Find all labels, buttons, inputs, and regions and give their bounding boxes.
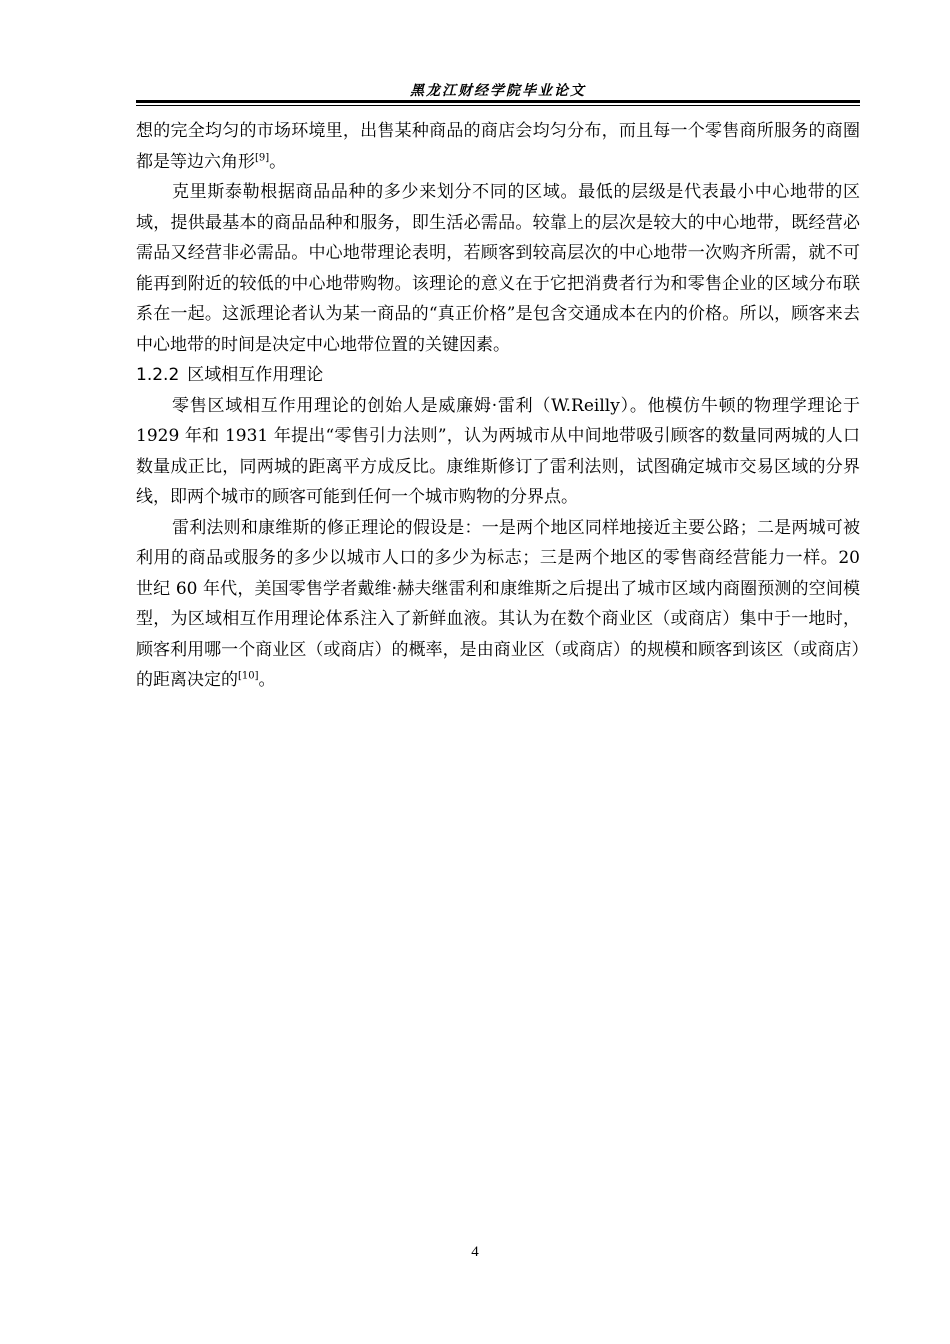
header-rule-thin: [136, 105, 860, 106]
section-heading: [136, 360, 860, 391]
paragraph-huff: [136, 513, 860, 696]
citation-ref: [9]: [255, 151, 270, 163]
body-text: [136, 116, 860, 696]
paragraph-end: 。: [258, 670, 276, 690]
paragraph-text: 想的完全均匀的市场环境里，出售某种商品的商店会均匀分布，而且每一个零售商所服务的商圈都是等边六角形: [136, 121, 860, 172]
page-number: 4: [471, 1244, 479, 1260]
citation-ref: [10]: [238, 670, 259, 682]
section-number: 1.2.2: [136, 365, 180, 385]
section-title: 区域相互作用理论: [187, 365, 324, 385]
header-rule-thick: [136, 100, 860, 103]
paragraph-christaller: 克里斯泰勒根据商品品种的多少来划分不同的区域。最低的层级是代表最小中心地带的区域，提供最基本的商品品种和服务，即生活必需品。较靠上的层次是较大的中心地带，既经营必需品又经营非必需品。中心地带理论表明，若顾客到较高层次的中心地带一次购齐所需，就不可能再到附近的较低的中心地带购物。该理论的意义在于它把消费者行为和零售企业的区域分布联系在一起。这派理论者认为某一商品的“真正价格”是包含交通成本在内的价格。所以，顾客来去中心地带的时间是决定中心地带位置的关键因素。: [136, 182, 860, 355]
running-header: 黑龙江财经学院毕业论文: [410, 83, 586, 99]
paragraph-reilly: 零售区域相互作用理论的创始人是威廉姆·雷利（W.Reilly）。他模仿牛顿的物理学理论于 1929 年和 1931 年提出“零售引力法则”，认为两城市从中间地带吸引顾客的数量同两城的人口数量成正比，同两城的距离平方成反比。康维斯修订了雷利法则，试图确定城市交易区域的分界线，即两个城市的顾客可能到任何一个城市购物的分界点。: [136, 395, 860, 507]
paragraph-text: 雷利法则和康维斯的修正理论的假设是：一是两个地区同样地接近主要公路；二是两城可被利用的商品或服务的多少以城市人口的多少为标志；三是两个地区的零售商经营能力一样。20 世纪 60 年代，美国零售学者戴维·赫夫继雷利和康维斯之后提出了城市区域内商圈预测的空间模型，为区域相互作用理论体系注入了新鲜血液。其认为在数个商业区（或商店）集中于一地时，顾客利用哪一个商业区（或商店）的概率，是由商业区（或商店）的规模和顾客到该区（或商店）的距离决定的: [136, 517, 860, 690]
paragraph-end: 。: [269, 151, 287, 172]
paragraph-continued: [136, 116, 860, 177]
